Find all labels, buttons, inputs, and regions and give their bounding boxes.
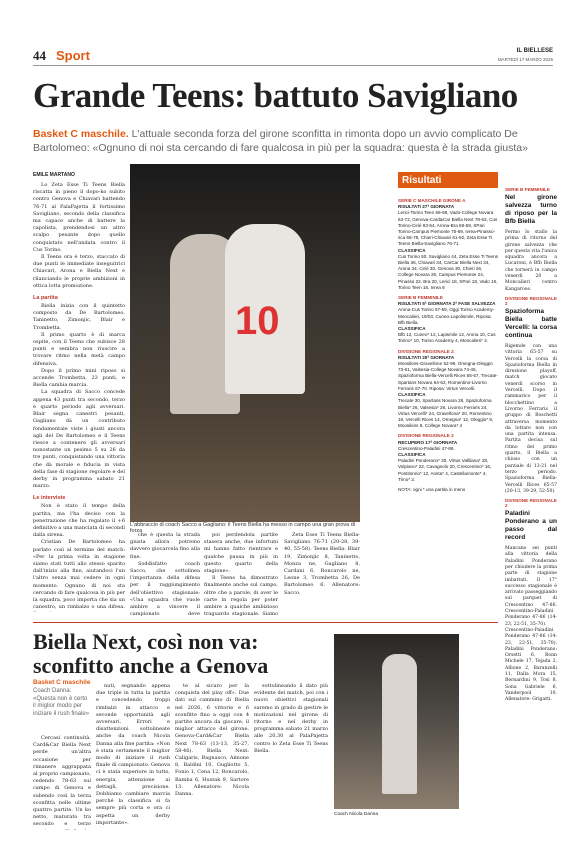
paragraph: te al sicuro per la conquista del play off». Due dati sul cammino di Biella nel 2026, 6 vittorie e 6 sconfitte fino a oggi con 4 partite ancora da giocare, il miglior attacco del girone. Genova-Card&Car Biella Next 78-63 (13-13, 35-27, 58-46). Biella Next: Caligaris, Bagnasco, Aimone 8, Baldini 10, Gugliotto 5, Fonio 1, Cena 12, Roncarolo, Bamba 6, Hustak 9, Sartore 13. Allenatore: Nicola Danna.: [175, 683, 249, 798]
article-column-1: [33, 172, 125, 612]
risultati-subheading: CLASSIFICA: [398, 326, 426, 332]
right-kicker: DIVISIONE REGIONALE 2: [505, 295, 557, 306]
right-kicker: SERIE B FEMMINILE: [505, 187, 550, 192]
paragraph: Il primo quarto è di marca ospite, con il Teens che subisce 28 punti e sembra non riuscire a trovare ritmo nella metà campo difensiva.: [33, 331, 125, 367]
paragraph: Cristian De Bartolomeo ha parlato così al termine del match: «Per la prima volta in stagione siamo stati tutti allo stesso sparito dall'inizio alla fine, aiutandoci l'un l'altro senza mai cedere in ogni momento. Ognuno di noi sta cercando di fare qualcosa in più per la squadra, poco importa che sia un canestro, un rimbalzo o una difesa.: [33, 539, 125, 611]
main-photo: [130, 164, 360, 522]
risultati-subheading: RECUPERO 17ª GIORNATA: [398, 439, 458, 445]
risultati-subheading: CLASSIFICA: [398, 451, 426, 457]
paragraph: poi perdendola partite stasera anche, due infortuni mi hanno fatto rientrare e qualche pausa in più in questo quarto della stagione».: [204, 532, 278, 575]
byline: EMILE MARTANO: [33, 172, 75, 178]
masthead-brand: IL BIELLESE: [516, 48, 553, 54]
main-kicker: Basket C maschile.: [33, 128, 129, 140]
paragraph: Soddisfatto coach Sacco, che sottolinea l'importanza della difesa per il raggiungimento dell'obiettivo stagionale: «Una squadra che vuole ambire a vincere il campionato deve: [130, 560, 200, 617]
subhead-interviste: Le interviste: [33, 495, 66, 502]
second-column-4: [254, 683, 328, 830]
page-number: 44: [33, 48, 46, 63]
paragraph: Biella inizia con il quintetto composto da De Bartolomeo, Taninetto, Zimonjic, Blair e Trombetta.: [33, 303, 125, 331]
page-header: [33, 48, 553, 66]
second-quote: Coach Danna: «Questa non è certo il miglior modo per iniziare il rush finale»: [33, 688, 90, 717]
risultati-heading: DIVISIONE REGIONALE 2: [398, 348, 454, 354]
article-column-3: [204, 532, 278, 617]
risultati-lines: Trecate 30, Spartans Novara 28, Spazioforma Biella* 26, Valsesia* 26, Livorno Ferraris 24, Virtus Vercelli* 24, Gravellona* 20, Romentino 18, Vercelli Rices 14, Omegna* 12, Oleggio* 8, Moosikins 8, College Novara* 4: [398, 398, 494, 429]
second-column-2: [96, 683, 170, 830]
risultati-lines: Bfb 12, Cuneo* 12, Lapismile 12, Arona 10, Cus Torino* 10, Torino Academy 4, Moncalieri* 2.: [398, 332, 496, 344]
paragraph: Lo Zeta Esse Ti Teens Biella riscatta in pieno il dopo-ko subito contro Genova e Chiavari battendo 76-71 al PalaPajetta il fortissimo Savigliano, secondo della classifica ma capace anche di battere la capolista, prendendosi un altro scalpo pesante dopo quello conquistato nell'andata contro il Cus Torino.: [33, 182, 125, 253]
section-divider: [33, 622, 498, 623]
right-text: Crescentino-Paladini Ponderano 47-86 (14-23, 22-51, 35-70). Paladini Ponderano: Orsetti 6, Bonn Michele 17, Tejada 2, Allione 2, Baranzelli 11, Dalla Mora 15, Bernardini 9, Tosi 8, Sona Gabriele 6, Vanderpool 10. Allenatore: Grigatti.: [505, 627, 557, 703]
risultati-lines: Cus Torino 50, Savigliano 44, Zeta Esse Ti Teens Biella 36, Chiavari 34, CarCar Biella Next 34, Arona 34, Cirié 30, Genova 30, Chieri 26, College Novara 26, Campus Piemonte 24, Pinasso 22, Bra 20, Lerici 18, SPari 18, Vado 16, Torino Teen 16, Ivrea 8: [398, 253, 498, 290]
photo-caption: L'abbraccio di coach Sacco a Gagliano: il Teens Biella ha messo in campo una gran prova di forza: [130, 522, 356, 534]
paragraph: Dopo il primo mini riposo si accende Trombetta, 23 punti, e Biella cambia marcia.: [33, 367, 125, 389]
right-headline: Paladini Ponderano a un passo dal record: [505, 510, 557, 542]
risultati-subheading: CLASSIFICA: [398, 392, 426, 398]
second-photo-caption: Coach Nicola Danna: [334, 812, 378, 817]
paragraph: La squadra di Sacco concede appena 43 punti tra secondo, terzo e quarto periodo agli avversari. Blair segna canestri pesanti, Gagliano dà un contributo fondamentale viste i giusti ancora agli del De Bartolomeo e il Teens riesce a contenere gli avversari nonostante un pesimo 5 su 26 da tre punti, conquistando una vittoria che dà morale e fiducia in vista della fase di stagione regolare e del derby in programma sabato 21 marzo.: [33, 389, 125, 490]
section-label: Sport: [56, 48, 90, 63]
risultati-heading: SERIE C MASCHILE GIRONE A: [398, 198, 466, 203]
right-headline: Spazioforma Biella batte Vercelli: la corsa continua: [505, 307, 557, 339]
paragraph: che è questa la strada giusta allora potremo davvero giocarcela fino alla fine.: [130, 532, 200, 560]
right-headline: Nel girone salvezza turno di riposo per la Bfb Biella: [505, 194, 557, 225]
subhead-partita: La partita: [33, 295, 58, 302]
risultati-heading: DIVISIONE REGIONALE 2: [398, 433, 454, 439]
second-headline: Biella Next, così non va: sconfitto anche a Genova: [33, 629, 269, 678]
paragraph: Il Teens ora è terzo, staccato di due punti le immediate inseguitrici Chiavari, Arona e Biella Next e rilanciando le proprie ambizioni in ottica lotta promozione.: [33, 254, 125, 289]
right-text: Fermo lo stallo la prima di ritorno del girone salvezza che per questa vita l'unica squadra ancora a Lucaroni, è Bfb Biella che tornerà in campo venerdì 20 a Moncalieri contro Kangaroos.: [505, 230, 557, 292]
risultati-nota: NOTA: ogni * una partita in meno: [398, 486, 466, 492]
risultati-header: Risultati: [398, 172, 498, 188]
right-kicker: DIVISIONE REGIONALE 2: [505, 498, 557, 509]
masthead-date: MARTEDÌ 17 MARZO 2026: [497, 57, 553, 62]
main-deck-text: L'attuale seconda forza del girone sconfitta in rimonta dopo un avvio complicato De Bartolomeo: «Ognuno di noi sta cercando di fare qualcosa in più per la squadra: questa è la strada giusta»: [33, 128, 528, 154]
paragraph: nuti, segnando appena due triple in tutta la partita e concedendo troppi rimbalzi in attacco e seconde opportunità agli avversari. Errori e disattenzioni sottolineate anche da coach Nicola Danna alla fine partita: «Non è stata certamente il miglior modo di iniziare il rush finale di campionato. Genova ci è stata superiore in tutto, energia, attenzione ai dettagli, precisione. Dobbiamo cambiare marcia perché la classifica si fa sempre più corta e ora ci aspetta un derby importante».: [96, 683, 170, 826]
second-column-1: [33, 735, 91, 830]
second-kicker: Basket C maschile: [33, 679, 91, 686]
paragraph: Il Teens ha dimostrato finalmente anche sul campo, oltre che a parole, di aver le carte in regola per poter ambire a qualche ambizioso traguardo stagionale. Siamo: [204, 575, 278, 617]
paragraph: Non è stato il tempo della partita, ma l'ha deciso con la penetrazione che ha regalato il +6 definitivo a una manciata di secondi dalla sirena.: [33, 503, 125, 539]
risultati-heading: SERIE B FEMMINILE: [398, 295, 443, 301]
paragraph: sottolineando il dato più evidente del match, poi con i nuovi obiettivi stagionali saremo in grado di gestire le motivazioni nel girone di ritorno e nel derby in programma sabato 21 marzo alle 20.30 al PalaPajetta contro lo Zeta Esse Ti Teens Biella.: [254, 683, 328, 754]
risultati-subheading: CLASSIFICA: [398, 247, 426, 253]
right-column: [505, 184, 557, 814]
risultati-subheading: RISULTATI 27ª GIORNATA: [398, 204, 455, 210]
risultati-subheading: RISULTATI 5ª GIORNATA 2ª FASE SALVEZZA: [398, 301, 496, 307]
risultati-lines: Lerici-Torino Teen 69-68, Vado-College Novara 63-72, Genova-Card&Car Biella Next 78-63, Cus Torino-Cirié 83-54, Arona-Bra 88-59, SPari Torino-Campus Piemonte 75-69, Ivrea-Pinasso-sca 66-78, Chieri-Chiavari 61-92, Zeta Esse Ti Teens Biella-Savigliano 76-71: [398, 210, 498, 247]
right-text: Mancano sei punti alla vittoria della Paladini Ponderano per chiudere la prima parte di stagione imbattuti. Il 17° successo stagionale è arrivato passeggiando sul parquet di Crescentino 47-86. Crescentino-Paladini Ponderano 47-86 (14-23, 22-51, 35-70).: [505, 546, 557, 627]
risultati-lines: Arona-Cus Torino 57-59, Oggi Torino Academy-Moncalieri, 19/03, Cuneo-Lapolismile, Riposa: Bfb Biella.: [398, 307, 495, 325]
article-column-2: [130, 532, 200, 617]
risultati-subheading: RISULTATI 20ª GIORNATA: [398, 354, 455, 360]
risultati-box: [398, 194, 498, 614]
jersey-number: 10: [235, 299, 280, 343]
risultati-lines: Crescentino-Paladini 47-86.: [398, 445, 455, 451]
main-headline: Grande Teens: battuto Savigliano: [33, 76, 518, 115]
photo-figure-coach: [382, 654, 417, 794]
risultati-lines: Paladini Ponderano* 30, Virtus Vallilana* 28, Volpiano* 22, Cavagnolo 20, Crescentino* 16, Pontitonno* 12, Aosta* 4, Castellamonte* 4, Trino* 2.: [398, 458, 492, 482]
main-deck: [33, 127, 553, 155]
paragraph: Cercasi continuità. Card&Car Biella Next perde un'altra occasione per rimanere aggrappata al proprio campionato, cedendo 78-63 sul campo di Genova e subendo così la terza sconfitta nelle ultime quattro partite. Un ko netto, maturato tra secondo e terzo: [33, 735, 91, 828]
article-column-4: [284, 532, 360, 617]
right-text: Rigemde con una vittoria 65-57 su Vercelli la corsa di Spazioforma Biella in direzione playoff, match giocato venerdì scorso in Vercelli. Dopo il rammarico per il blocchettino a Livorno Ferraris il gruppo di Boschetti attraversa momento da lottare non con una partita intensa. Partita decisa sul ritmo del primo quarto, il Biella a chiuso con un parziale di 13-21 nel terzo periodo. Spazioforma Biella-Vercelli Rices 65-57 (20-13, 39-29, 52-50).: [505, 343, 557, 494]
second-column-3: [175, 683, 249, 830]
second-photo: [334, 634, 459, 809]
risultati-lines: Moosikins-Gravellone 52-99, Omegna-Oleggio 73-61, Valsesia-College Novara 74-45, Spazioforma Biella-Vercelli Rices 65-57, Trecate-Spartans Novara 64-62, Romentino-Livorno Ferraris 67-70. Riposa: Virtus Vercelli.: [398, 361, 498, 391]
tabellino: Zeta Esse Ti Teens Biella-Savigliano 76-71 (20-28, 39-40, 55-58). Teens Biella: Blair 19, Zimonjic 8, Taninetto, Monza ne, Gagliano 8, Cardani 6, Roncarolo ne, Leone 3, Trombetta 26, De Bartolomeo 6. Allenatore: Sacco.: [284, 532, 360, 596]
